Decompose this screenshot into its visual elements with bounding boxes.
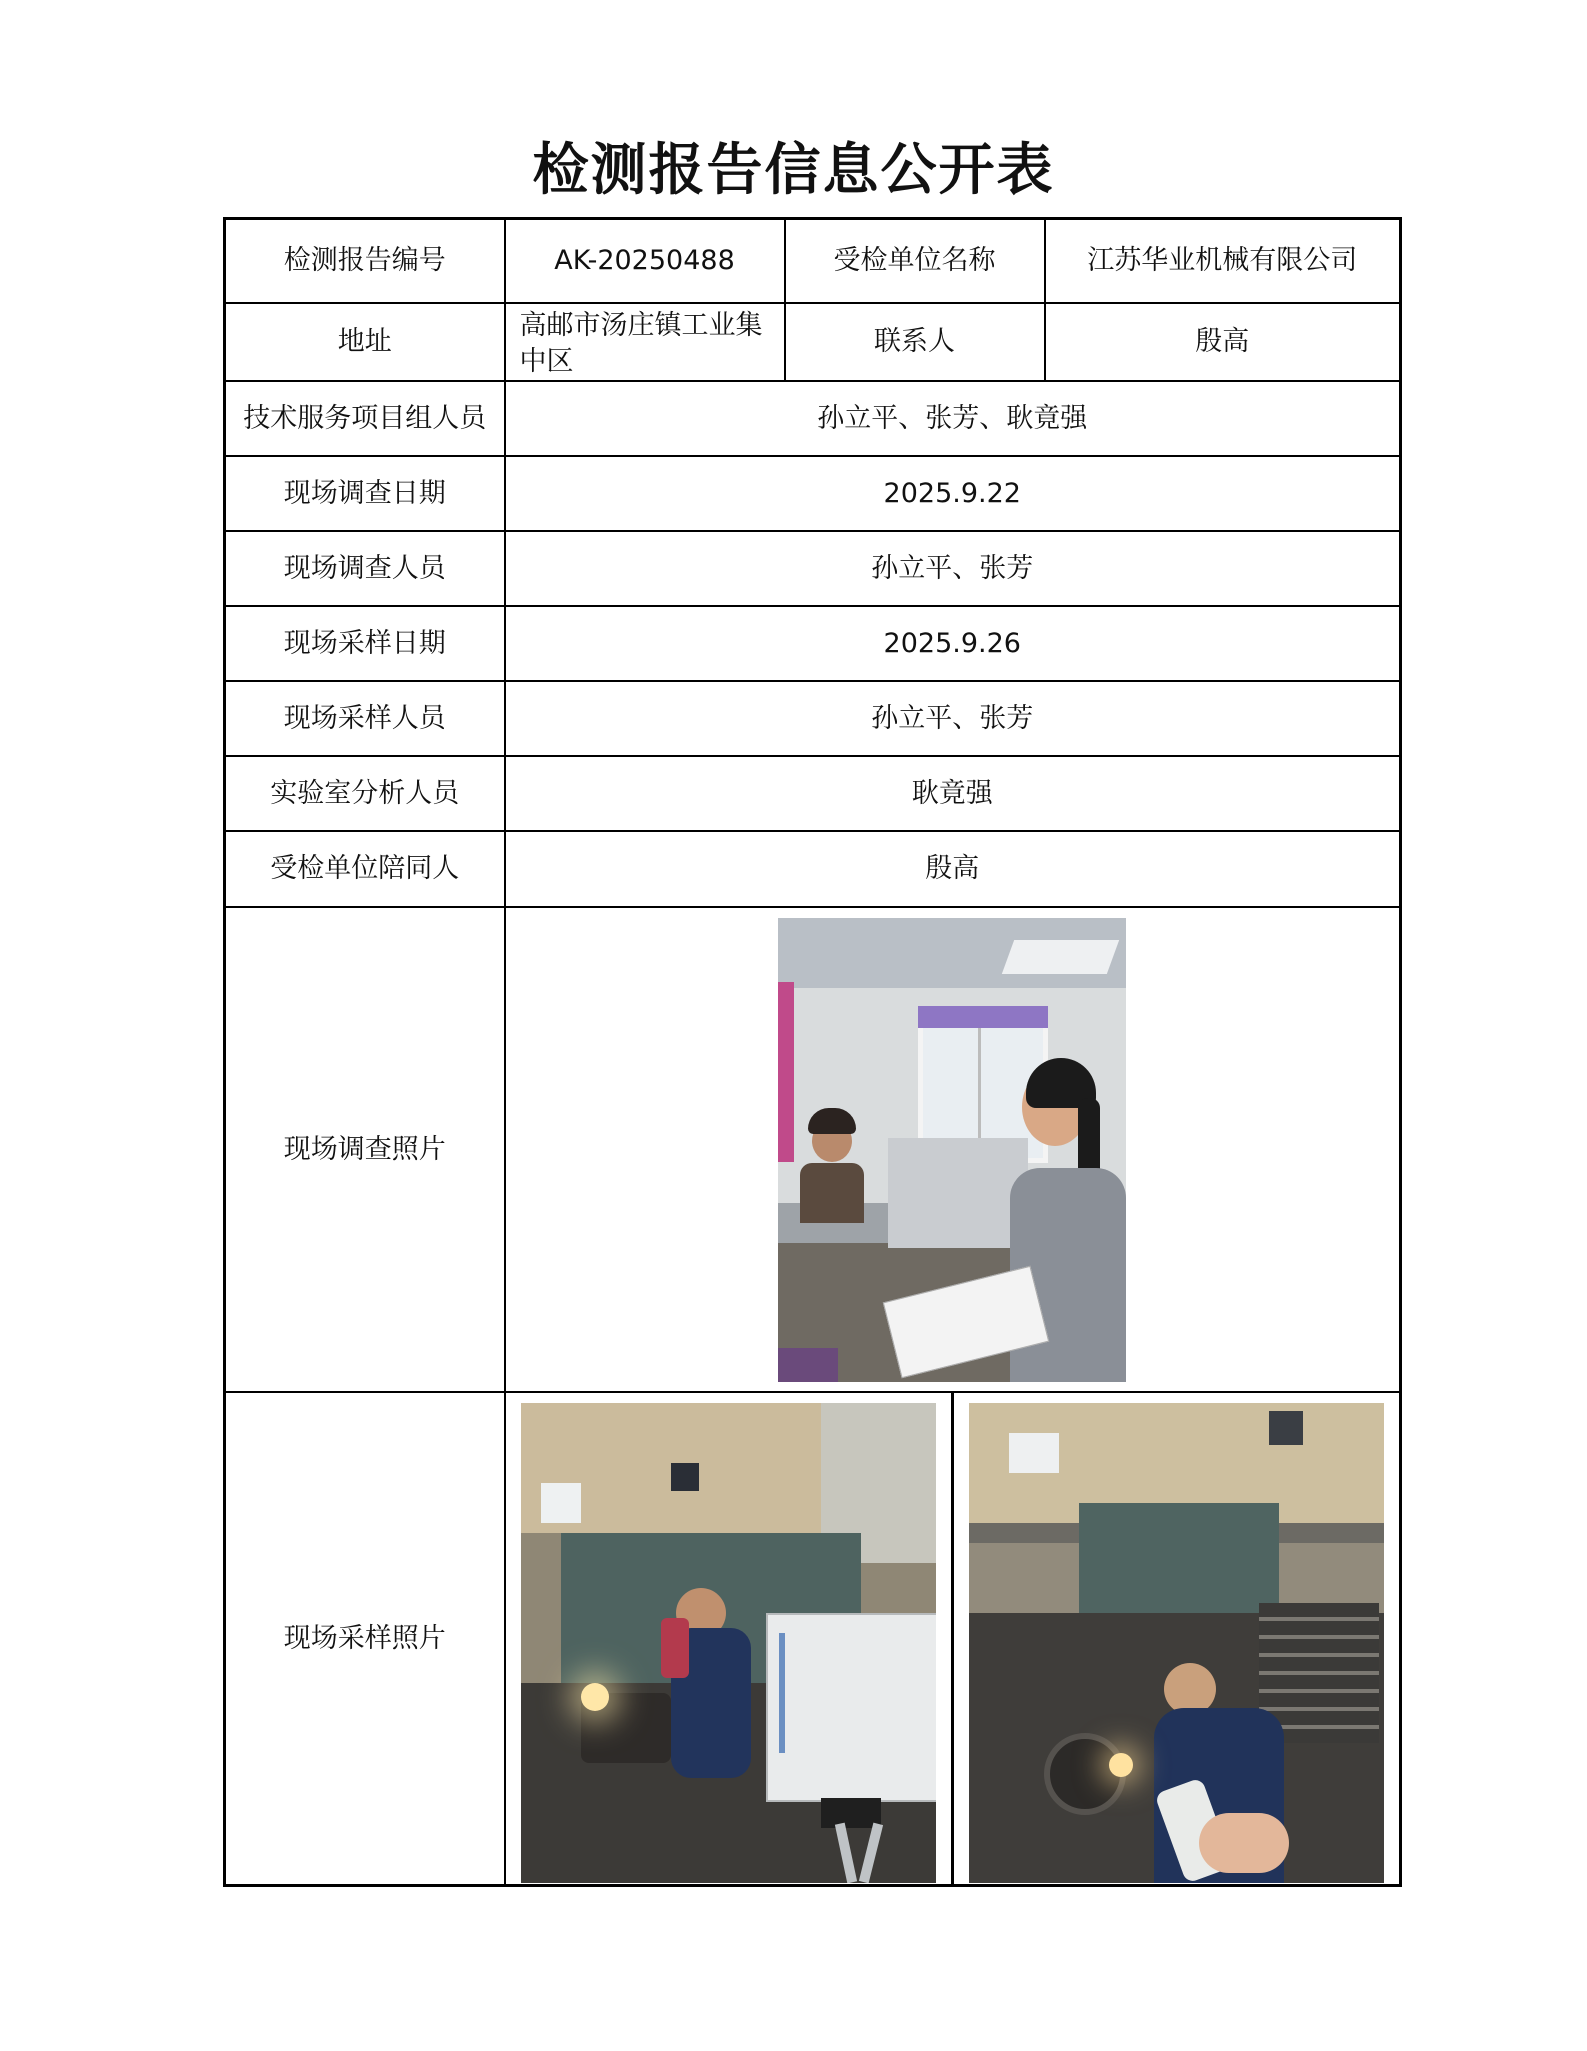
row-label: 实验室分析人员 (225, 756, 505, 831)
contact-label: 联系人 (785, 303, 1045, 382)
table-row (225, 681, 1401, 756)
sampling-photo-cell (505, 1392, 1401, 1886)
table-row (225, 756, 1401, 831)
survey-photo-label: 现场调查照片 (225, 907, 505, 1392)
row-value: 耿竟强 (505, 756, 1401, 831)
row-label: 技术服务项目组人员 (225, 381, 505, 456)
sampling-photo-1 (521, 1403, 936, 1883)
table-row (225, 303, 1401, 382)
row-label: 现场采样人员 (225, 681, 505, 756)
table-row (225, 831, 1401, 907)
unit-name-value: 江苏华业机械有限公司 (1045, 219, 1401, 303)
sampling-photo-2 (969, 1403, 1384, 1883)
address-value: 高邮市汤庄镇工业集中区 (505, 303, 785, 382)
report-no-label: 检测报告编号 (225, 219, 505, 303)
table-row (225, 381, 1401, 456)
row-value: 2025.9.26 (505, 606, 1401, 681)
row-label: 现场调查日期 (225, 456, 505, 531)
row-value: 孙立平、张芳、耿竟强 (505, 381, 1401, 456)
row-value: 殷高 (505, 831, 1401, 907)
table-row (225, 1392, 1401, 1886)
sampling-photo-left-wrap (506, 1393, 951, 1884)
survey-photo (778, 918, 1126, 1382)
page-title: 检测报告信息公开表 (532, 137, 1055, 203)
report-no-text: AK-20250488 (554, 244, 735, 276)
survey-photo-cell (505, 907, 1401, 1392)
table-row (225, 456, 1401, 531)
table-row (225, 531, 1401, 606)
address-label: 地址 (225, 303, 505, 382)
row-label: 受检单位陪同人 (225, 831, 505, 907)
table-row (225, 219, 1401, 303)
row-label: 现场采样日期 (225, 606, 505, 681)
report-no-value (505, 219, 785, 303)
row-value: 孙立平、张芳 (505, 681, 1401, 756)
sampling-photo-right-wrap (951, 1393, 1399, 1884)
row-value: 孙立平、张芳 (505, 531, 1401, 606)
row-label: 现场调查人员 (225, 531, 505, 606)
table-row (225, 606, 1401, 681)
unit-name-label: 受检单位名称 (785, 219, 1045, 303)
report-info-table (223, 217, 1402, 1887)
row-value: 2025.9.22 (505, 456, 1401, 531)
sampling-photo-label: 现场采样照片 (225, 1392, 505, 1886)
table-row (225, 907, 1401, 1392)
contact-value: 殷高 (1045, 303, 1401, 382)
